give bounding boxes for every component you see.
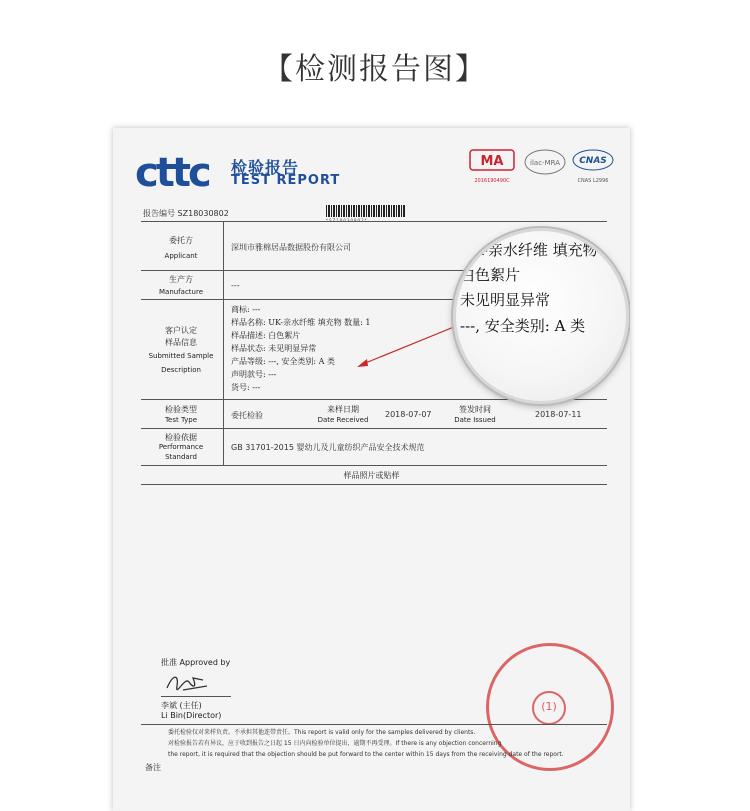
sample-label-en-1: Submitted Sample xyxy=(148,352,214,360)
footer-note: 备注 xyxy=(145,763,161,772)
report-title-zh: 检验报告 xyxy=(231,158,300,177)
page-title: 【检测报告图】 xyxy=(263,52,487,87)
manufacture-value: --- xyxy=(231,281,240,290)
svg-text:cttc: cttc xyxy=(135,153,209,191)
barcode xyxy=(326,205,406,217)
test-type-value: 委托检验 xyxy=(231,411,263,420)
svg-text:MA: MA xyxy=(480,154,504,169)
table-vrule xyxy=(223,221,224,465)
cnas-icon xyxy=(571,148,623,184)
date-received-label-zh: 来样日期 xyxy=(327,405,359,414)
footer-line: the report, it is required that the objection should be put forward to the center within 15 days from the receiving date of the report. xyxy=(168,751,564,758)
sample-line: 样品描述: 白色絮片 xyxy=(231,331,301,340)
magnified-line: UK-亲水纤维 填充物 xyxy=(460,241,598,259)
date-issued-label-en: Date Issued xyxy=(454,416,496,424)
date-received-value: 2018-07-07 xyxy=(385,410,432,419)
sample-line: 商标: --- xyxy=(231,305,261,314)
table-rule xyxy=(141,465,607,466)
applicant-label-en: Applicant xyxy=(164,252,198,260)
sample-line: 货号: --- xyxy=(231,383,261,392)
report-title-en: TEST REPORT xyxy=(231,173,341,188)
ilac-mra-icon xyxy=(523,148,567,180)
cma-code: 2016190490C xyxy=(474,178,510,184)
cma-seal-icon xyxy=(468,148,522,184)
date-issued-value: 2018-07-11 xyxy=(535,410,582,419)
approver-name-zh: 李斌 (主任) xyxy=(161,701,202,710)
photo-caption: 样品照片或贴样 xyxy=(343,471,400,480)
report-number: 报告编号 SZ18030802 xyxy=(143,209,229,218)
table-rule xyxy=(141,484,607,485)
svg-text:ilac-MRA: ilac-MRA xyxy=(530,159,560,167)
standard-value: GB 31701-2015 婴幼儿及儿童纺织产品安全技术规范 xyxy=(231,443,425,452)
sample-label-zh-1: 客户认定 xyxy=(165,326,197,335)
date-received-label-en: Date Received xyxy=(317,416,369,424)
sample-line: 声明款号: --- xyxy=(231,370,277,379)
magnifier-lens xyxy=(453,228,629,404)
signature-line xyxy=(161,696,231,697)
manufacture-label-en: Manufacture xyxy=(158,288,204,296)
approved-by-label: 批准 Approved by xyxy=(161,658,231,667)
sample-line: 样品状态: 未见明显异常 xyxy=(231,344,317,353)
signature-icon xyxy=(163,668,213,696)
standard-label-en-2: Standard xyxy=(165,453,197,461)
applicant-label-zh: 委托方 xyxy=(169,236,193,245)
sample-line: 样品名称: UK-亲水纤维 填充物 数量: 1 xyxy=(231,318,371,327)
svg-text:CNAS: CNAS xyxy=(579,156,607,166)
manufacture-label-zh: 生产方 xyxy=(169,275,193,284)
seal-center: (1) xyxy=(532,691,566,725)
magnified-line: 白色絮片 xyxy=(460,266,521,284)
standard-label-en-1: Performance xyxy=(158,443,204,451)
sample-label-zh-2: 样品信息 xyxy=(165,338,197,347)
applicant-value: 深圳市雅棉居品数据股份有限公司 xyxy=(231,243,351,252)
date-issued-label-zh: 签发时间 xyxy=(459,405,491,414)
footer-line: 对检验报告若有异议，应于收到报告之日起 15 日内向检验单位提出，逾期不再受理。If there is any objection concerning xyxy=(168,740,502,747)
sample-line: 产品等级: ---, 安全类别: A 类 xyxy=(231,357,335,366)
sample-label-en-2: Description xyxy=(161,366,201,374)
cnas-code: CNAS L2996 xyxy=(577,178,609,184)
standard-label-zh: 检验依据 xyxy=(165,433,197,442)
cttc-logo xyxy=(135,153,235,191)
test-type-label-en: Test Type xyxy=(164,416,198,424)
test-report-document xyxy=(113,128,630,811)
footer-rule xyxy=(141,724,607,725)
approver-name-en: Li Bin(Director) xyxy=(161,711,222,720)
magnified-line: 未见明显异常 xyxy=(460,291,551,309)
footer-line: 委托检验仅对来样负责。不承担其他连带责任。This report is valid only for the samples delivered by clients. xyxy=(168,729,476,736)
magnified-line: ---, 安全类别: A 类 xyxy=(460,317,586,335)
test-type-label-zh: 检验类型 xyxy=(165,405,197,414)
table-rule xyxy=(141,428,607,429)
table-rule xyxy=(141,221,607,222)
